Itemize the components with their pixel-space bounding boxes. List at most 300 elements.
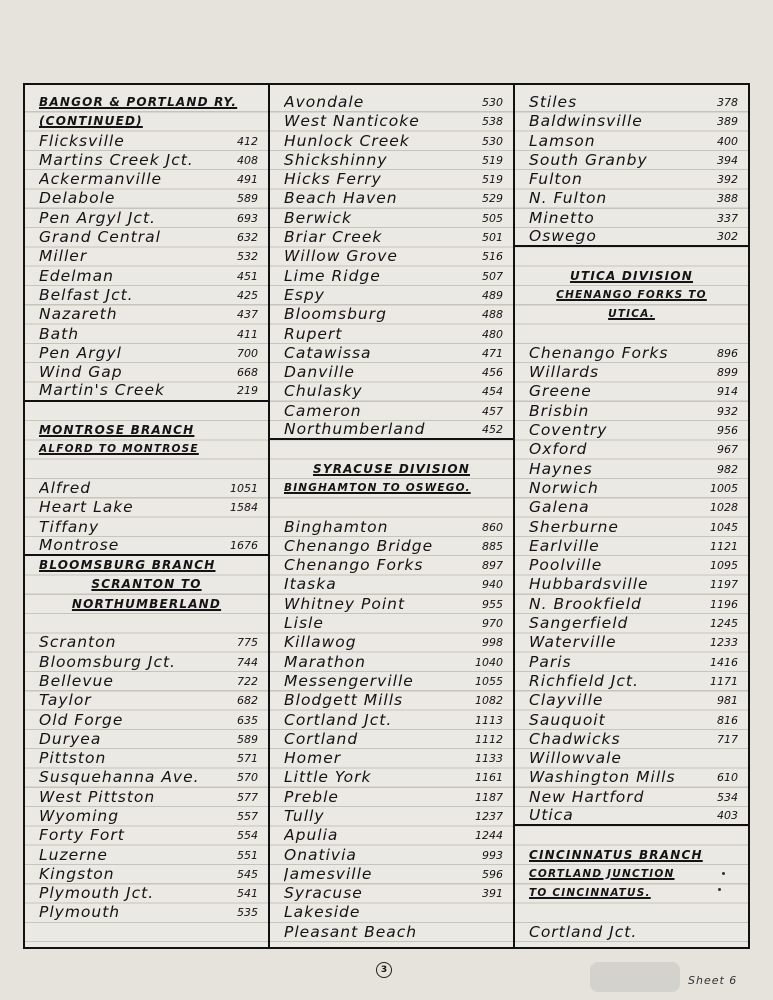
station-row-belfast-jct bbox=[25, 286, 268, 305]
station-row-kingston bbox=[25, 865, 268, 884]
subheading-binghamton-to-oswego bbox=[270, 479, 513, 498]
station-row-lamson bbox=[515, 132, 748, 151]
station-name: Pittston bbox=[39, 749, 107, 768]
station-name: Oswego bbox=[529, 227, 597, 246]
station-name: Rupert bbox=[284, 324, 343, 343]
station-row-wind-gap bbox=[25, 363, 268, 382]
section-title: SYRACUSE DIVISION bbox=[313, 461, 470, 476]
station-name: Bloomsburg Jct. bbox=[39, 652, 176, 671]
station-name: West Nanticoke bbox=[284, 112, 420, 131]
station-row-chenango-bridge bbox=[270, 537, 513, 556]
station-row-chenango-forks bbox=[270, 556, 513, 575]
station-row-blodgett-mills bbox=[270, 691, 513, 710]
station-name: Beach Haven bbox=[284, 189, 398, 208]
station-row-shickshinny bbox=[270, 151, 513, 170]
station-name: Sherburne bbox=[529, 517, 619, 536]
station-name: West Pittston bbox=[39, 787, 156, 806]
station-name: Kingston bbox=[39, 864, 115, 883]
station-elevation: 993 bbox=[482, 848, 503, 862]
station-elevation: 516 bbox=[482, 250, 503, 264]
station-name: Chenango Bridge bbox=[284, 536, 434, 555]
station-row-baldwinsville bbox=[515, 112, 748, 131]
station-row-earlville bbox=[515, 537, 748, 556]
station-row-itaska bbox=[270, 575, 513, 594]
station-row-flicksville bbox=[25, 132, 268, 151]
station-name: Syracuse bbox=[284, 884, 363, 903]
station-elevation: 896 bbox=[717, 346, 738, 360]
station-row-west-pittston bbox=[25, 788, 268, 807]
station-row-richfield-jct bbox=[515, 672, 748, 691]
station-elevation: 970 bbox=[482, 617, 503, 631]
station-row-chulasky bbox=[270, 382, 513, 401]
station-elevation: 219 bbox=[237, 384, 258, 398]
station-name: Tully bbox=[284, 806, 325, 825]
station-row-stiles bbox=[515, 93, 748, 112]
station-name: Whitney Point bbox=[284, 594, 406, 613]
station-elevation: 519 bbox=[482, 153, 503, 167]
station-name: Greene bbox=[529, 382, 592, 401]
station-elevation: 775 bbox=[237, 636, 258, 650]
station-elevation: 1584 bbox=[230, 501, 258, 515]
station-name: Belfast Jct. bbox=[39, 285, 134, 304]
station-name: Old Forge bbox=[39, 710, 124, 729]
station-row-little-york bbox=[270, 768, 513, 787]
station-row-lisle bbox=[270, 614, 513, 633]
station-elevation: 940 bbox=[482, 578, 503, 592]
station-name: Chulasky bbox=[284, 382, 363, 401]
sheet-label: Sheet 6 bbox=[688, 974, 738, 987]
heading-utica-division bbox=[515, 267, 748, 286]
station-row-norwich bbox=[515, 479, 748, 498]
station-elevation: 1133 bbox=[475, 752, 503, 766]
station-row-martin-s-creek bbox=[25, 382, 268, 401]
station-elevation: 596 bbox=[482, 867, 503, 881]
station-elevation: 392 bbox=[717, 173, 738, 187]
station-name: Forty Fort bbox=[39, 826, 125, 845]
station-row-duryea bbox=[25, 730, 268, 749]
station-name: Edelman bbox=[39, 266, 114, 285]
station-elevation: 1121 bbox=[710, 539, 738, 553]
station-elevation-sheet bbox=[23, 83, 750, 949]
station-row-wyoming bbox=[25, 807, 268, 826]
section-title: BLOOMSBURG BRANCH bbox=[39, 558, 216, 573]
station-elevation: 378 bbox=[717, 96, 738, 109]
section-title: NORTHUMBERLAND bbox=[71, 596, 222, 611]
station-elevation: 589 bbox=[237, 192, 258, 206]
station-name: Chadwicks bbox=[529, 729, 621, 748]
station-row-northumberland bbox=[270, 421, 513, 440]
station-elevation: 860 bbox=[482, 520, 503, 534]
station-row-luzerne bbox=[25, 846, 268, 865]
station-elevation: 635 bbox=[237, 713, 258, 727]
column-right bbox=[513, 85, 748, 947]
station-name: Coventry bbox=[529, 421, 608, 440]
station-elevation: 389 bbox=[717, 115, 738, 129]
station-name: Wyoming bbox=[39, 806, 120, 825]
station-row-oxford bbox=[515, 440, 748, 459]
station-row-willards bbox=[515, 363, 748, 382]
station-row-bloomsburg-jct bbox=[25, 653, 268, 672]
station-elevation: 577 bbox=[237, 790, 258, 804]
station-elevation: 488 bbox=[482, 308, 503, 322]
station-name: Ackermanville bbox=[39, 170, 163, 189]
station-elevation: 571 bbox=[237, 752, 258, 766]
station-elevation: 1245 bbox=[710, 617, 738, 631]
station-row-sangerfield bbox=[515, 614, 748, 633]
station-elevation: 744 bbox=[237, 655, 258, 669]
blank-row bbox=[515, 903, 748, 922]
station-elevation: 914 bbox=[717, 385, 738, 399]
station-row-haynes bbox=[515, 460, 748, 479]
station-name: Cortland Jct. bbox=[529, 922, 638, 941]
blank-row bbox=[270, 498, 513, 517]
station-elevation: 451 bbox=[237, 269, 258, 283]
station-row-montrose bbox=[25, 537, 268, 556]
station-row-heart-lake bbox=[25, 498, 268, 517]
station-name: Plymouth bbox=[39, 903, 121, 922]
blank-row bbox=[270, 440, 513, 459]
station-name: Clayville bbox=[529, 691, 604, 710]
blank-row bbox=[25, 460, 268, 479]
station-row-tully bbox=[270, 807, 513, 826]
station-elevation: 1055 bbox=[475, 674, 503, 688]
station-name: Lakeside bbox=[284, 903, 361, 922]
station-elevation: 394 bbox=[717, 153, 738, 167]
station-elevation: 454 bbox=[482, 385, 503, 399]
station-row-tiffany bbox=[25, 518, 268, 537]
ink-dot bbox=[718, 888, 721, 891]
station-name: Norwich bbox=[529, 478, 599, 497]
station-elevation: 1244 bbox=[475, 829, 503, 843]
station-row-old-forge bbox=[25, 711, 268, 730]
station-row-brisbin bbox=[515, 402, 748, 421]
station-row-grand-central bbox=[25, 228, 268, 247]
station-name: Lamson bbox=[529, 131, 596, 150]
station-name: Heart Lake bbox=[39, 498, 134, 517]
heading-montrose-branch bbox=[25, 421, 268, 440]
station-name: Blodgett Mills bbox=[284, 691, 404, 710]
station-row-taylor bbox=[25, 691, 268, 710]
station-elevation: 480 bbox=[482, 327, 503, 341]
station-elevation: 302 bbox=[717, 230, 738, 244]
station-elevation: 425 bbox=[237, 288, 258, 302]
station-name: Hunlock Creek bbox=[284, 131, 410, 150]
station-row-poolville bbox=[515, 556, 748, 575]
station-elevation: 589 bbox=[237, 732, 258, 746]
station-elevation: 722 bbox=[237, 674, 258, 688]
station-row-cortland-jct bbox=[515, 923, 748, 942]
station-name: Stiles bbox=[529, 93, 578, 111]
station-elevation: 570 bbox=[237, 771, 258, 785]
station-name: Nazareth bbox=[39, 305, 118, 324]
station-name: Bellevue bbox=[39, 671, 114, 690]
station-name: Chenango Forks bbox=[529, 343, 669, 362]
station-elevation: 1113 bbox=[475, 713, 503, 727]
station-name: Fulton bbox=[529, 170, 583, 189]
station-row-susquehanna-ave bbox=[25, 768, 268, 787]
subheading-to-cincinnatus bbox=[515, 884, 748, 903]
heading-northumberland bbox=[25, 595, 268, 614]
station-name: Plymouth Jct. bbox=[39, 884, 155, 903]
station-name: Hicks Ferry bbox=[284, 170, 382, 189]
station-elevation: 693 bbox=[237, 211, 258, 225]
station-elevation: 505 bbox=[482, 211, 503, 225]
station-row-bellevue bbox=[25, 672, 268, 691]
subheading-alford-to-montrose bbox=[25, 440, 268, 459]
station-name: Baldwinsville bbox=[529, 112, 643, 131]
station-name: Earlville bbox=[529, 536, 600, 555]
station-row-killawog bbox=[270, 633, 513, 652]
station-name: Tiffany bbox=[39, 517, 100, 536]
station-row-oswego bbox=[515, 228, 748, 247]
station-elevation: 967 bbox=[717, 443, 738, 457]
station-row-homer bbox=[270, 749, 513, 768]
station-elevation: 507 bbox=[482, 269, 503, 283]
station-name: Sauquoit bbox=[529, 710, 606, 729]
section-subtitle: CORTLAND JUNCTION bbox=[529, 867, 675, 880]
station-row-sherburne bbox=[515, 518, 748, 537]
blank-row bbox=[515, 247, 748, 266]
station-row-clayville bbox=[515, 691, 748, 710]
heading-syracuse-division bbox=[270, 460, 513, 479]
station-row-avondale bbox=[270, 93, 513, 112]
station-row-n-brookfield bbox=[515, 595, 748, 614]
station-name: Bloomsburg bbox=[284, 305, 387, 324]
station-elevation: 530 bbox=[482, 134, 503, 148]
station-elevation: 632 bbox=[237, 231, 258, 245]
station-row-fulton bbox=[515, 170, 748, 189]
station-elevation: 554 bbox=[237, 829, 258, 843]
station-elevation: 408 bbox=[237, 153, 258, 167]
station-row-pen-argyl bbox=[25, 344, 268, 363]
heading-scranton-to bbox=[25, 575, 268, 594]
station-row-sauquoit bbox=[515, 711, 748, 730]
station-elevation: 1237 bbox=[475, 809, 503, 823]
station-elevation: 457 bbox=[482, 404, 503, 418]
station-row-messengerville bbox=[270, 672, 513, 691]
station-elevation: 1051 bbox=[230, 481, 258, 495]
station-row-galena bbox=[515, 498, 748, 517]
station-name: Minetto bbox=[529, 208, 595, 227]
station-name: Homer bbox=[284, 749, 342, 768]
station-row-west-nanticoke bbox=[270, 112, 513, 131]
station-name: Bath bbox=[39, 324, 80, 343]
column-middle bbox=[268, 85, 513, 947]
station-row-n-fulton bbox=[515, 189, 748, 208]
station-elevation: 955 bbox=[482, 597, 503, 611]
station-row-alfred bbox=[25, 479, 268, 498]
station-elevation: 1416 bbox=[710, 655, 738, 669]
station-elevation: 403 bbox=[717, 808, 738, 822]
station-row-syracuse bbox=[270, 884, 513, 903]
station-name: Susquehanna Ave. bbox=[39, 768, 200, 787]
blank-row bbox=[25, 614, 268, 633]
station-row-rupert bbox=[270, 325, 513, 344]
station-name: Galena bbox=[529, 498, 590, 517]
station-elevation: 491 bbox=[237, 173, 258, 187]
station-row-miller bbox=[25, 247, 268, 266]
station-name: Grand Central bbox=[39, 228, 161, 247]
station-row-binghamton bbox=[270, 518, 513, 537]
station-elevation: 456 bbox=[482, 366, 503, 380]
station-row-south-granby bbox=[515, 151, 748, 170]
station-name: Brisbin bbox=[529, 401, 590, 420]
station-elevation: 885 bbox=[482, 539, 503, 553]
station-elevation: 899 bbox=[717, 366, 738, 380]
station-row-willowvale bbox=[515, 749, 748, 768]
station-elevation: 982 bbox=[717, 462, 738, 476]
station-name: Cameron bbox=[284, 401, 362, 420]
station-row-danville bbox=[270, 363, 513, 382]
station-name: Willards bbox=[529, 363, 600, 382]
station-elevation: 471 bbox=[482, 346, 503, 360]
station-name: Scranton bbox=[39, 633, 117, 652]
station-row-coventry bbox=[515, 421, 748, 440]
station-name: Martins Creek Jct. bbox=[39, 150, 194, 169]
station-row-cortland bbox=[270, 730, 513, 749]
station-row-beach-haven bbox=[270, 189, 513, 208]
heading-continued bbox=[25, 112, 268, 131]
station-row-nazareth bbox=[25, 305, 268, 324]
station-row-delabole bbox=[25, 189, 268, 208]
station-elevation: 532 bbox=[237, 250, 258, 264]
section-title: SCRANTON TO bbox=[91, 577, 202, 592]
station-name: Killawog bbox=[284, 633, 357, 652]
station-elevation: 489 bbox=[482, 288, 503, 302]
station-row-plymouth bbox=[25, 903, 268, 922]
station-row-waterville bbox=[515, 633, 748, 652]
station-row-onativia bbox=[270, 846, 513, 865]
station-row-cortland-jct bbox=[270, 711, 513, 730]
station-row-chenango-forks bbox=[515, 344, 748, 363]
station-elevation: 411 bbox=[237, 327, 258, 341]
station-row-hunlock-creek bbox=[270, 132, 513, 151]
station-name: Poolville bbox=[529, 556, 603, 575]
station-row-willow-grove bbox=[270, 247, 513, 266]
station-name: Northumberland bbox=[284, 420, 426, 439]
station-row-jamesville bbox=[270, 865, 513, 884]
station-name: Delabole bbox=[39, 189, 116, 208]
station-elevation: 1005 bbox=[710, 481, 738, 495]
station-elevation: 391 bbox=[482, 887, 503, 901]
station-name: Pleasant Beach bbox=[284, 922, 418, 941]
station-elevation: 538 bbox=[482, 115, 503, 129]
station-name: Itaska bbox=[284, 575, 337, 594]
station-name: Wind Gap bbox=[39, 363, 123, 382]
subheading-chenango-forks-to bbox=[515, 286, 748, 305]
station-row-hicks-ferry bbox=[270, 170, 513, 189]
station-row-marathon bbox=[270, 653, 513, 672]
station-elevation: 545 bbox=[237, 867, 258, 881]
station-row-pittston bbox=[25, 749, 268, 768]
subheading-cortland-junction bbox=[515, 865, 748, 884]
station-name: Martin's Creek bbox=[39, 381, 165, 400]
station-name: Sangerfield bbox=[529, 614, 629, 633]
section-title: MONTROSE BRANCH bbox=[39, 423, 195, 438]
station-elevation: 412 bbox=[237, 134, 258, 148]
station-elevation: 557 bbox=[237, 809, 258, 823]
section-subtitle: CHENANGO FORKS TO bbox=[556, 288, 707, 301]
station-elevation: 530 bbox=[482, 96, 503, 109]
station-row-whitney-point bbox=[270, 595, 513, 614]
station-name: Taylor bbox=[39, 691, 92, 710]
station-elevation: 529 bbox=[482, 192, 503, 206]
section-title: BANGOR & PORTLAND RY. bbox=[39, 95, 238, 109]
station-name: N. Brookfield bbox=[529, 594, 642, 613]
station-name: New Hartford bbox=[529, 787, 645, 806]
station-elevation: 1161 bbox=[475, 771, 503, 785]
station-elevation: 551 bbox=[237, 848, 258, 862]
station-name: Miller bbox=[39, 247, 88, 266]
section-title: UTICA DIVISION bbox=[570, 268, 693, 283]
heading-cincinnatus-branch bbox=[515, 846, 748, 865]
station-elevation: 932 bbox=[717, 404, 738, 418]
station-row-espy bbox=[270, 286, 513, 305]
station-name: Richfield Jct. bbox=[529, 671, 639, 690]
station-elevation: 452 bbox=[482, 423, 503, 437]
station-name: Shickshinny bbox=[284, 150, 388, 169]
station-name: Cortland bbox=[284, 729, 359, 748]
station-elevation: 816 bbox=[717, 713, 738, 727]
blank-row bbox=[25, 402, 268, 421]
station-name: Flicksville bbox=[39, 131, 125, 150]
station-elevation: 1095 bbox=[710, 559, 738, 573]
station-elevation: 668 bbox=[237, 366, 258, 380]
station-name: Cortland Jct. bbox=[284, 710, 393, 729]
station-name: Montrose bbox=[39, 535, 120, 554]
station-name: Little York bbox=[284, 768, 372, 787]
station-row-bloomsburg bbox=[270, 305, 513, 324]
faded-stamp bbox=[590, 962, 680, 992]
station-row-forty-fort bbox=[25, 826, 268, 845]
station-row-briar-creek bbox=[270, 228, 513, 247]
station-row-utica bbox=[515, 807, 748, 826]
station-row-catawissa bbox=[270, 344, 513, 363]
station-name: Apulia bbox=[284, 826, 339, 845]
station-row-edelman bbox=[25, 267, 268, 286]
station-name: Haynes bbox=[529, 459, 593, 478]
station-elevation: 1197 bbox=[710, 578, 738, 592]
station-elevation: 1082 bbox=[475, 694, 503, 708]
blank-row bbox=[515, 826, 748, 845]
station-name: Duryea bbox=[39, 729, 102, 748]
station-elevation: 956 bbox=[717, 424, 738, 438]
station-elevation: 501 bbox=[482, 231, 503, 245]
station-name: Oxford bbox=[529, 440, 588, 459]
station-elevation: 981 bbox=[717, 694, 738, 708]
station-elevation: 897 bbox=[482, 559, 503, 573]
station-elevation: 1045 bbox=[710, 520, 738, 534]
station-name: Danville bbox=[284, 363, 355, 382]
station-name: Marathon bbox=[284, 652, 366, 671]
heading-bangor-portland-ry bbox=[25, 93, 268, 112]
station-name: Preble bbox=[284, 787, 339, 806]
blank-row bbox=[515, 325, 748, 344]
station-name: Berwick bbox=[284, 208, 353, 227]
section-subtitle: ALFORD TO MONTROSE bbox=[39, 443, 199, 456]
station-row-paris bbox=[515, 653, 748, 672]
station-row-washington-mills bbox=[515, 768, 748, 787]
subheading-utica bbox=[515, 305, 748, 324]
station-name: Onativia bbox=[284, 845, 357, 864]
page-number: 3 bbox=[376, 962, 392, 978]
station-name: Lime Ridge bbox=[284, 266, 381, 285]
station-elevation: 1112 bbox=[475, 732, 503, 746]
station-row-lime-ridge bbox=[270, 267, 513, 286]
heading-bloomsburg-branch bbox=[25, 556, 268, 575]
station-elevation: 1233 bbox=[710, 636, 738, 650]
station-elevation: 1187 bbox=[475, 790, 503, 804]
